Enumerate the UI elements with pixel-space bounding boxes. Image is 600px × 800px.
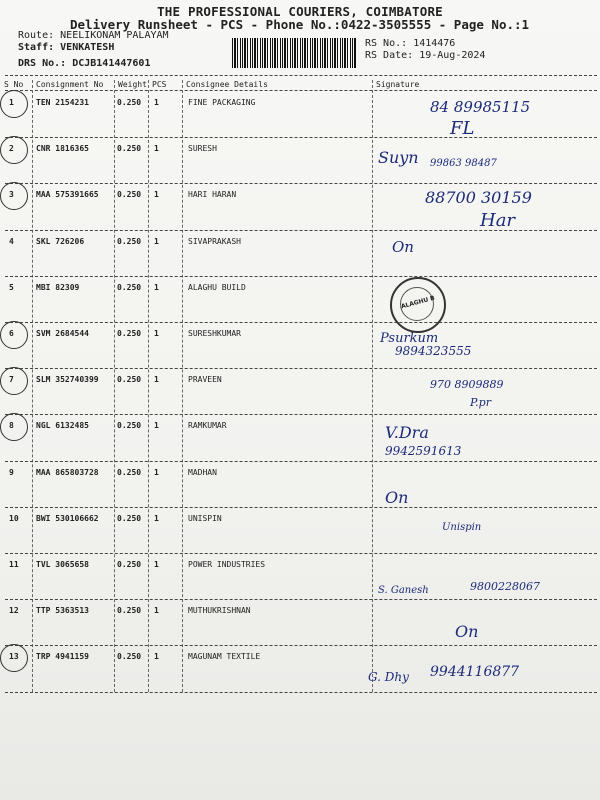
sig-12: On [455,622,479,641]
cell-sno: 5 [9,282,14,292]
cell-sno: 9 [9,467,14,477]
col-consignee: Consignee Details [186,80,268,89]
seal-text: ALAGHU B [400,294,436,311]
cell-consignment: SVM 2684544 [36,329,89,338]
cell-sno: 3 [9,190,14,200]
row-divider [5,645,597,646]
col-pcs: PCS [152,80,167,89]
sig-6-phone: 9894323555 [395,344,472,358]
row-divider [5,692,597,693]
row-circle-mark [0,136,28,164]
cell-consignee: POWER INDUSTRIES [188,560,266,569]
cell-pcs: 1 [154,560,159,569]
cell-sno: 8 [9,421,14,431]
cell-sno: 12 [9,606,19,616]
cell-consignment: TEN 2154231 [36,98,89,107]
cell-weight: 0.250 [117,467,142,477]
cell-consignee: SURESHKUMAR [188,329,241,338]
cell-weight: 0.250 [117,560,142,569]
divider-cons [114,80,115,692]
row-divider [5,322,597,323]
cell-sno: 6 [9,329,14,338]
sig-2-phone: 99863 98487 [430,158,497,169]
sig-11-phone: 9800228067 [470,580,540,593]
divider-consignee [372,80,373,692]
staff-line [18,42,114,53]
cell-weight: 0.250 [117,236,142,246]
cell-weight: 0.250 [117,513,142,523]
cell-pcs: 1 [154,144,159,154]
cell-sno: 4 [9,236,14,246]
row-divider [5,368,597,369]
rs-no-line [365,38,455,49]
sig-13-name: G. Dhy [368,670,409,684]
sig-1-phone: 84 89985115 [430,98,531,116]
cell-weight: 0.250 [117,329,142,338]
cell-consignment: MAA 865803728 [36,467,99,477]
cell-weight: 0.250 [117,606,142,616]
cell-consignment: SLM 352740399 [36,375,99,385]
cell-consignment: CNR 1816365 [36,144,89,154]
cell-consignment: MBI 82309 [36,282,80,292]
sig-8-name: V.Dra [385,423,429,442]
header-rule-bottom [5,90,597,91]
cell-sno: 7 [9,375,14,385]
sig-2-name: Suyn [378,148,419,167]
cell-sno: 11 [9,560,19,569]
cell-sno: 10 [9,513,19,523]
sig-4: On [392,238,414,256]
cell-pcs: 1 [154,236,159,246]
cell-consignment: SKL 726206 [36,236,85,246]
row-circle-mark [0,367,28,395]
sig-7-phone: 970 8909889 [430,378,504,391]
cell-pcs: 1 [154,375,159,385]
cell-consignee: HARI HARAN [188,190,237,200]
cell-consignee: SIVAPRAKASH [188,236,241,246]
divider-sno [32,80,33,692]
barcode [232,38,356,68]
cell-pcs: 1 [154,329,159,338]
cell-pcs: 1 [154,190,159,200]
cell-pcs: 1 [154,606,159,616]
sig-11-name: S. Ganesh [378,585,429,596]
cell-consignment: TRP 4941159 [36,652,89,662]
row-divider [5,137,597,138]
row-circle-mark [0,182,28,210]
row-divider [5,461,597,462]
sig-13-phone: 9944116877 [430,664,520,680]
cell-consignee: UNISPIN [188,513,222,523]
staff-value: VENKATESH [60,42,115,53]
rs-date-line [365,50,485,61]
cell-weight: 0.250 [117,652,142,662]
sig-8-phone: 9942591613 [385,444,462,458]
row-divider [5,553,597,554]
route-label: Route: [18,30,55,41]
cell-consignee: ALAGHU BUILD [188,282,246,292]
cell-consignee: SURESH [188,144,217,154]
cell-consignment: TVL 3065658 [36,560,89,569]
cell-pcs: 1 [154,421,159,431]
row-divider [5,414,597,415]
cell-weight: 0.250 [117,282,142,292]
cell-pcs: 1 [154,652,159,662]
cell-consignment: BWI 530106662 [36,513,99,523]
cell-sno: 1 [9,98,14,107]
row-divider [5,276,597,277]
divider-weight [148,80,149,692]
sig-1-name: FL [450,118,475,139]
cell-consignee: MAGUNAM TEXTILE [188,652,261,662]
row-circle-mark [0,321,28,349]
sig-9: On [385,488,409,507]
header-rule-top [5,75,597,76]
rs-date-label: RS Date: [365,50,414,61]
company-title: THE PROFESSIONAL COURIERS, COIMBATORE [157,4,443,19]
drs-label: DRS No.: [18,58,67,69]
cell-consignment: NGL 6132485 [36,421,89,431]
sig-6-name: Psurkum [380,331,439,346]
cell-pcs: 1 [154,98,159,107]
route-value: NEELIKONAM PALAYAM [60,30,169,41]
sig-3-phone: 88700 30159 [425,188,532,207]
rs-no-value: 1414476 [413,38,456,49]
cell-consignee: PRAVEEN [188,375,222,385]
route-line [18,30,169,41]
divider-pcs [182,80,183,692]
rs-no-label: RS No.: [365,38,408,49]
cell-pcs: 1 [154,513,159,523]
sig-3-name: Har [480,210,516,231]
cell-weight: 0.250 [117,421,142,431]
row-divider [5,507,597,508]
col-signature: Signature [376,80,420,89]
cell-pcs: 1 [154,467,159,477]
cell-consignment: TTP 5363513 [36,606,89,616]
drs-line [18,58,150,69]
cell-weight: 0.250 [117,190,142,200]
cell-weight: 0.250 [117,144,142,154]
row-circle-mark [0,90,28,118]
cell-consignee: RAMKUMAR [188,421,227,431]
staff-label: Staff: [18,42,55,53]
sig-7-name: P.pr [470,396,491,409]
col-weight: Weight [118,80,147,89]
row-circle-mark [0,644,28,672]
sig-10: Unispin [442,522,482,533]
rs-date-value: 19-Aug-2024 [419,50,486,61]
cell-consignee: MUTHUKRISHNAN [188,606,251,616]
row-divider [5,183,597,184]
row-circle-mark [0,413,28,441]
cell-consignee: FINE PACKAGING [188,98,256,107]
cell-pcs: 1 [154,282,159,292]
drs-value: DCJB141447601 [72,58,151,69]
cell-weight: 0.250 [117,375,142,385]
company-seal-stamp [390,277,446,333]
cell-sno: 2 [9,144,14,154]
cell-sno: 13 [9,652,19,662]
cell-consignment: MAA 575391665 [36,190,99,200]
runsheet-subtitle: Delivery Runsheet - PCS - Phone No.:0422-3505555 - Page No.:1 [70,17,530,32]
cell-weight: 0.250 [117,98,142,107]
col-sno: S No [4,80,24,89]
col-consignment: Consignment No [36,80,104,89]
cell-consignee: MADHAN [188,467,217,477]
row-divider [5,599,597,600]
